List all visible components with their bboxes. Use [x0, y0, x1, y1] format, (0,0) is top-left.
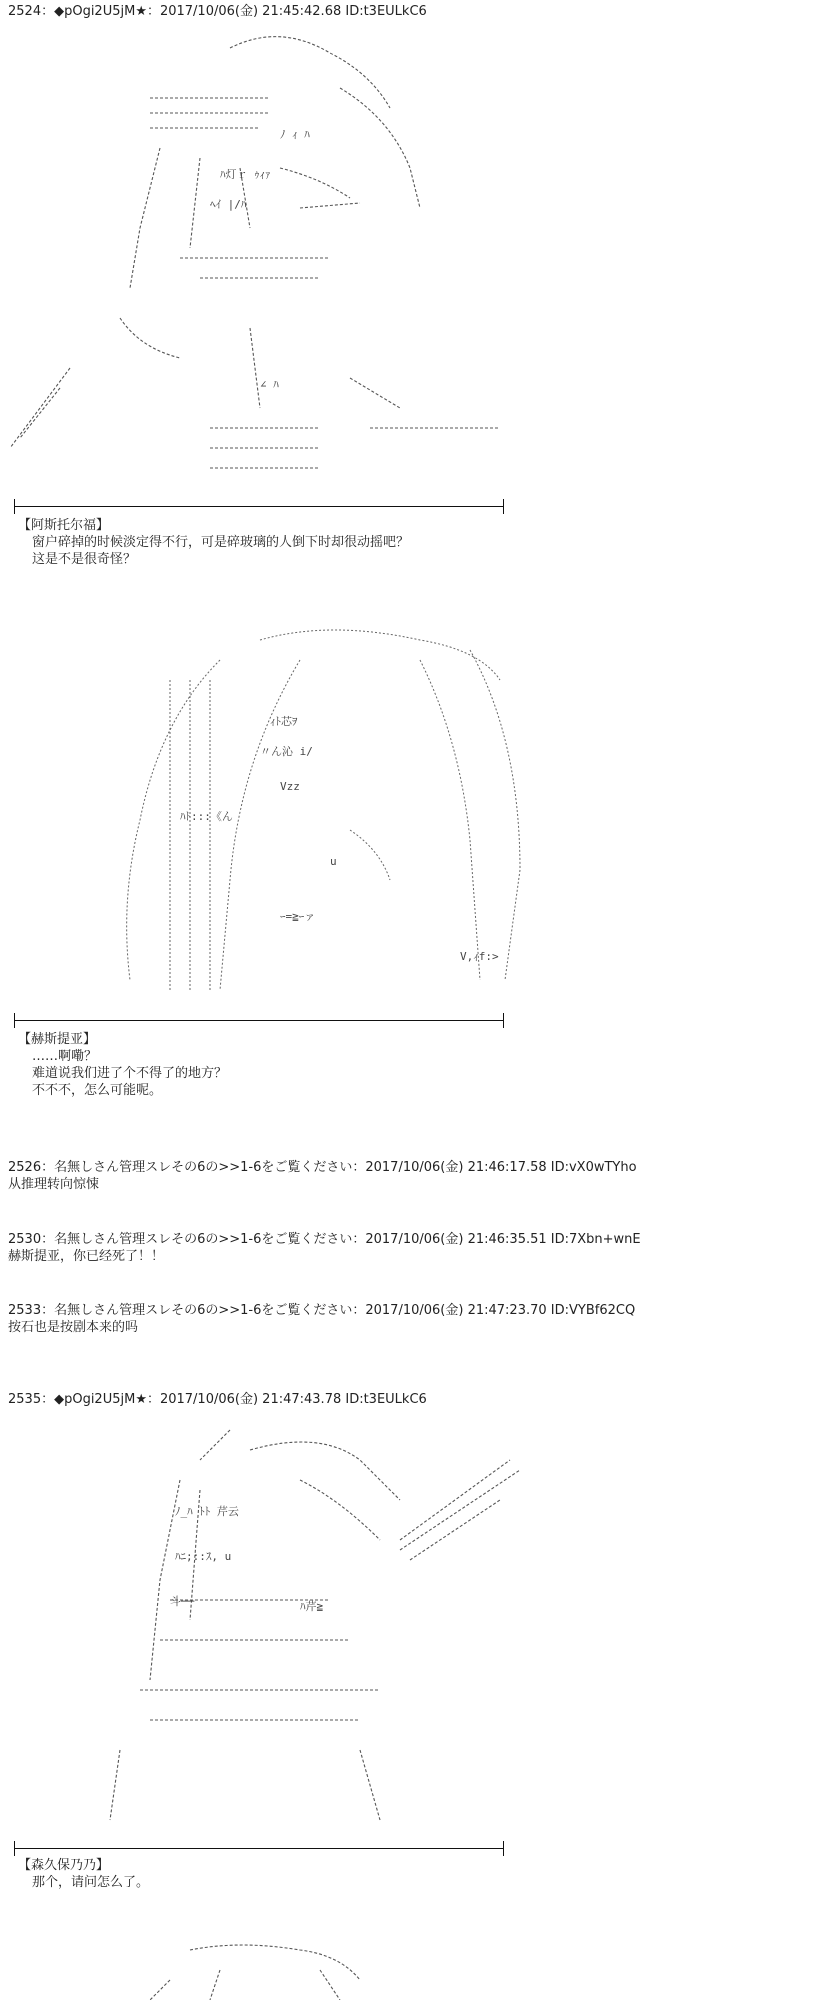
- dialogue-line: 窗户碎掉的时候淡定得不行，可是碎玻璃的人倒下时却很动摇吧？: [32, 535, 410, 550]
- section-divider: [14, 1020, 504, 1021]
- dialogue-line: 难道说我们进了个不得了的地方？: [32, 1066, 228, 1081]
- svg-text:ﾍｲ |/ﾊ: ﾍｲ |/ﾊ: [210, 198, 247, 211]
- speaker-name: 【阿斯托尔福】: [18, 518, 110, 533]
- svg-text:Vzz: Vzz: [280, 780, 300, 793]
- section-divider: [14, 506, 504, 507]
- svg-text:ﾉ ｨ ﾊ: ﾉ ｨ ﾊ: [280, 128, 310, 141]
- section-divider: [14, 1848, 504, 1849]
- ascii-art-figure: [0, 620, 819, 1005]
- post-header: 2533：名無しさん管理スレその6の>>1-6をご覧ください：2017/10/06(金) 21:47:23.70 ID:VYBf62CQ: [8, 1303, 636, 1318]
- speaker-name: 【赫斯提亚】: [18, 1032, 97, 1047]
- post-header: 2526：名無しさん管理スレその6の>>1-6をご覧ください：2017/10/06(金) 21:46:17.58 ID:vX0wTYho: [8, 1160, 637, 1175]
- svg-text:〃ん沁 i/: 〃ん沁 i/: [260, 745, 313, 758]
- dialogue-line: ……啊嘞？: [32, 1049, 98, 1064]
- post-header: 2524：◆pOgi2U5jM★：2017/10/06(金) 21:45:42.68 ID:t3EULkC6: [8, 4, 427, 19]
- svg-text:∠ ﾊ: ∠ ﾊ: [260, 378, 279, 391]
- svg-text:ｨﾄ芯ｦ: ｨﾄ芯ｦ: [270, 715, 298, 728]
- svg-text:ﾉ_ﾊ ﾄﾄ 芹云: ﾉ_ﾊ ﾄﾄ 芹云: [175, 1505, 239, 1518]
- svg-text:ﾊﾆ;::ｽ, u: ﾊﾆ;::ｽ, u: [175, 1550, 232, 1563]
- post-header: 2530：名無しさん管理スレその6の>>1-6をご覧ください：2017/10/06(金) 21:46:35.51 ID:7Xbn+wnE: [8, 1232, 641, 1247]
- ascii-art-figure: [0, 1940, 819, 2000]
- reply-text: 按石也是按剧本来的吗: [8, 1320, 139, 1335]
- svg-text:u: u: [330, 855, 337, 868]
- ascii-art-figure: [0, 28, 819, 490]
- ascii-art-figure: [0, 1420, 819, 1840]
- speaker-name: 【森久保乃乃】: [18, 1858, 110, 1873]
- svg-text:ｰ=≧ｰァ: ｰ=≧ｰァ: [280, 910, 316, 923]
- reply-text: 赫斯提亚，你已经死了！！: [8, 1249, 165, 1264]
- dialogue-line: 那个，请问怎么了。: [32, 1875, 150, 1890]
- svg-text:ﾊ灯ｒ ｩｨｧ: ﾊ灯ｒ ｩｨｧ: [220, 168, 271, 181]
- post-header: 2535：◆pOgi2U5jM★：2017/10/06(金) 21:47:43.78 ID:t3EULkC6: [8, 1392, 427, 1407]
- svg-text:V,ｨf:>: V,ｨf:>: [460, 950, 499, 963]
- svg-text:ﾊ芹≧: ﾊ芹≧: [300, 1600, 324, 1613]
- reply-text: 从推理转向惊悚: [8, 1177, 100, 1192]
- dialogue-line: 这是不是很奇怪？: [32, 552, 137, 567]
- svg-text:ﾊﾄ:::《ん: ﾊﾄ:::《ん: [180, 810, 233, 823]
- dialogue-line: 不不不，怎么可能呢。: [32, 1083, 163, 1098]
- svg-text:斗──: 斗──: [170, 1595, 195, 1608]
